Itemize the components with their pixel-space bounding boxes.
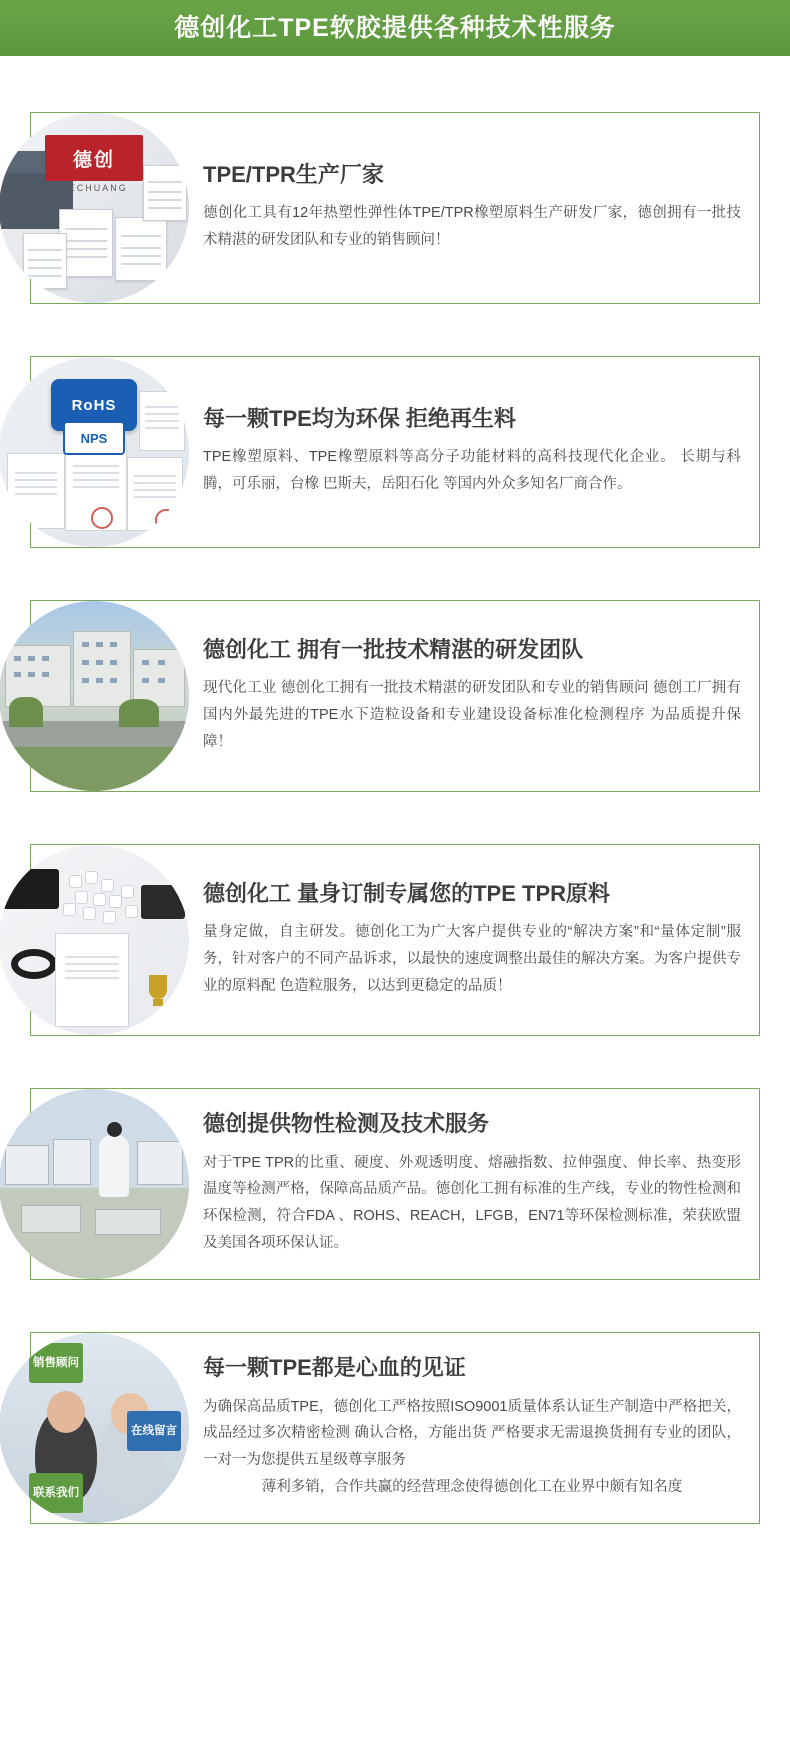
nps-badge: NPS <box>63 421 125 455</box>
card-title: TPE/TPR生产厂家 <box>203 161 384 187</box>
feature-card <box>30 844 760 1036</box>
feature-card <box>30 1088 760 1280</box>
feature-card <box>30 600 760 792</box>
card-body <box>189 148 759 268</box>
card-text: 为确保高品质TPE，德创化工严格按照ISO9001质量体系认证生产制造中严格把关，成品经过多次精密检测 确认合格，方能出货 严格要求无需退换货拥有专业的团队，一对一为您提供五星级尊享服务 <box>203 1398 741 1469</box>
tab-sales-consultant[interactable]: 销售顾问 <box>29 1343 83 1383</box>
granules-and-certificate-photo <box>0 845 189 1035</box>
card-title: 德创化工 量身订制专属您的TPE TPR原料 <box>203 880 611 906</box>
factory-buildings-photo <box>0 601 189 791</box>
customer-service-photo <box>0 1333 189 1523</box>
feature-card <box>30 1332 760 1524</box>
card-text: 现代化工业 德创化工拥有一批技术精湛的研发团队和专业的销售顾问 德创工厂拥有国内外最先进的TPE水下造粒设备和专业建设设备标准化检测程序 为品质提升保障！ <box>203 679 741 750</box>
page-title: 德创化工TPE软胶提供各种技术性服务 <box>174 13 616 42</box>
card-body <box>189 867 759 1014</box>
tab-contact-us[interactable]: 联系我们 <box>29 1473 83 1513</box>
certificates-and-factory-photo <box>0 113 189 303</box>
card-body <box>189 1341 759 1515</box>
card-list <box>0 112 790 1524</box>
card-body <box>189 1097 759 1271</box>
card-title: 每一颗TPE均为环保 拒绝再生料 <box>203 405 516 431</box>
card-text: TPE橡塑原料、TPE橡塑原料等高分子功能材料的高科技现代化企业。 长期与科腾，可乐丽，台橡 巴斯夫，岳阳石化 等国内外众多知名厂商合作。 <box>203 449 741 493</box>
card-text: 德创化工具有12年热塑性弹性体TPE/TPR橡塑原料生产研发厂家，德创拥有一批技术精湛的研发团队和专业的销售顾问！ <box>203 205 741 249</box>
brand-logo-subtitle: DECHUANG <box>60 183 128 193</box>
laboratory-testing-photo <box>0 1089 189 1279</box>
rohs-badge: RoHS <box>51 379 137 431</box>
card-title: 德创化工 拥有一批技术精湛的研发团队 <box>203 636 584 662</box>
rohs-certificate-photo <box>0 357 189 547</box>
card-body <box>189 623 759 770</box>
card-text-secondary: 薄利多销，合作共赢的经营理念使得德创化工在业界中颇有知名度 <box>261 1479 683 1495</box>
card-title: 德创提供物性检测及技术服务 <box>203 1111 490 1137</box>
feature-card <box>30 356 760 548</box>
tab-online-message[interactable]: 在线留言 <box>127 1411 181 1451</box>
card-body <box>189 392 759 512</box>
header-banner <box>0 0 790 56</box>
brand-logo: 德创 <box>45 135 143 181</box>
card-text: 对于TPE TPR的比重、硬度、外观透明度、熔融指数、拉伸强度、伸长率、热变形温度等检测严格，保障高品质产品。德创化工拥有标准的生产线，专业的物性检测和环保检测，符合FDA 、ROHS、REACH，LFGB，EN71等环保检测标准，荣获欧盟及美国各项环保认证。 <box>203 1154 741 1251</box>
feature-card <box>30 112 760 304</box>
card-title: 每一颗TPE都是心血的见证 <box>203 1355 466 1381</box>
card-text: 量身定做，自主研发。德创化工为广大客户提供专业的“解决方案”和“量体定制”服务，针对客户的不同产品诉求，以最快的速度调整出最佳的解决方案。为客户提供专业的原料配 色造粒服务，以达到更稳定的品质！ <box>203 923 741 994</box>
